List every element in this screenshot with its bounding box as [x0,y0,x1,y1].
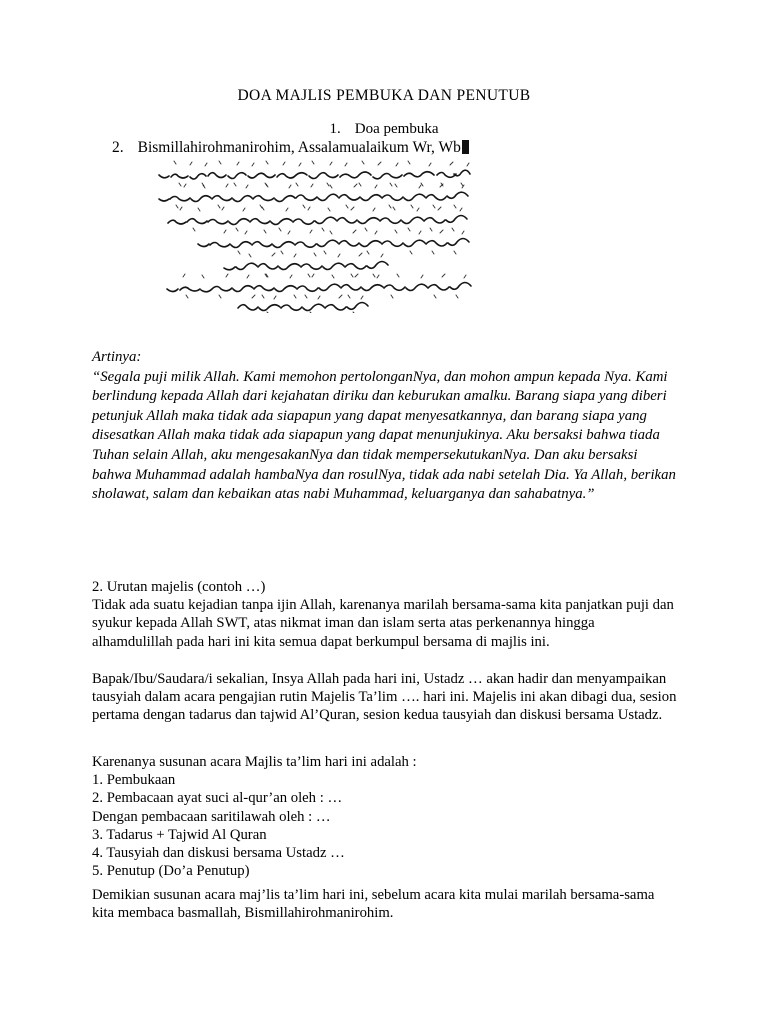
list-item: Dengan pembacaan saritilawah oleh : … [92,808,331,825]
list-item: 1. Pembukaan [92,772,176,789]
artinya-label: Artinya: [92,349,142,365]
list-item-number: 1. [329,121,341,137]
text-cursor-block [462,140,469,154]
bapak-ibu-paragraph-block [92,670,678,725]
closing-paragraph: Demikian susunan acara maj’lis ta’lim hari ini, sebelum acara kita mulai marilah bersama-sama kita membaca basmallah, Bismillahirohmanirohim. [92,887,655,922]
list-item: 4. Tausyiah dan diskusi bersama Ustadz … [92,845,345,862]
page-title: DOA MAJLIS PEMBUKA DAN PENUTUB [237,87,531,104]
list-item: 2. Pembacaan ayat suci al-qur’an oleh : … [92,790,343,807]
urutan-majelis-paragraph: Tidak ada suatu kejadian tanpa ijin Allah, karenanya marilah bersama-sama kita panjatkan puji dan syukur kepada Allah SWT, atas nikmat iman dan islam serta atas perkenannya hingga alhamdulillah pada hari ini kita semua dapat berkumpul bersama di majlis ini. [92,597,674,650]
artinya-text: “Segala puji milik Allah. Kami memohon pertolonganNya, dan mohon ampun kepada Nya. Kami berlindung kepada Allah dari kejahatan diriku dan keburukan amalku. Barang siapa yang diberi petunjuk Allah maka tidak ada siapapun yang dapat menyesatkannya, dan barang siapa yang disesatkan Allah maka tidak ada siapapun yang dapat menunjukinya. Aku bersaksi bahwa tiada Tuhan selain Allah, aku mengesakanNya dan tidak mempersekutukanNya. Dan aku bersaksi bahwa Muhammad adalah hambaNya dan rosulNya, tidak ada nabi setelah Dia. Ya Allah, berikan sholawat, salam dan kebaikan atas nabi Muhammad, keluarganya dan sahabatnya.” [92,368,676,503]
list-item-doa-pembuka [0,120,768,139]
urutan-majelis-block [92,578,678,651]
list-item-label: Bismillahirohmanirohim, Assalamualaikum Wr, Wb [137,139,461,156]
arabic-scan-image [138,158,478,313]
list-item: 3. Tadarus + Tajwid Al Quran [92,826,267,843]
artinya-block [92,348,678,505]
list-item-label: Doa pembuka [354,121,439,137]
susunan-acara-intro: Karenanya susunan acara Majlis ta’lim hari ini adalah : [92,754,417,770]
bapak-ibu-paragraph: Bapak/Ibu/Saudara/i sekalian, Insya Allah pada hari ini, Ustadz … akan hadir dan menyampaikan tausyiah dalam acara pengajian rutin Majelis Ta’lim …. hari ini. Majelis ini akan dibagi dua, sesion pertama dengan tadarus dan tajwid Al’Quran, sesion kedua tausyiah dan diskusi bersama Ustadz. [92,671,677,724]
urutan-majelis-heading: 2. Urutan majelis (contoh …) [92,579,266,595]
list-item-bismillah [112,138,469,157]
susunan-acara-block [92,753,678,880]
list-item: 5. Penutup (Do’a Penutup) [92,863,250,880]
closing-paragraph-block [92,886,678,922]
list-item-number: 2. [112,139,124,156]
